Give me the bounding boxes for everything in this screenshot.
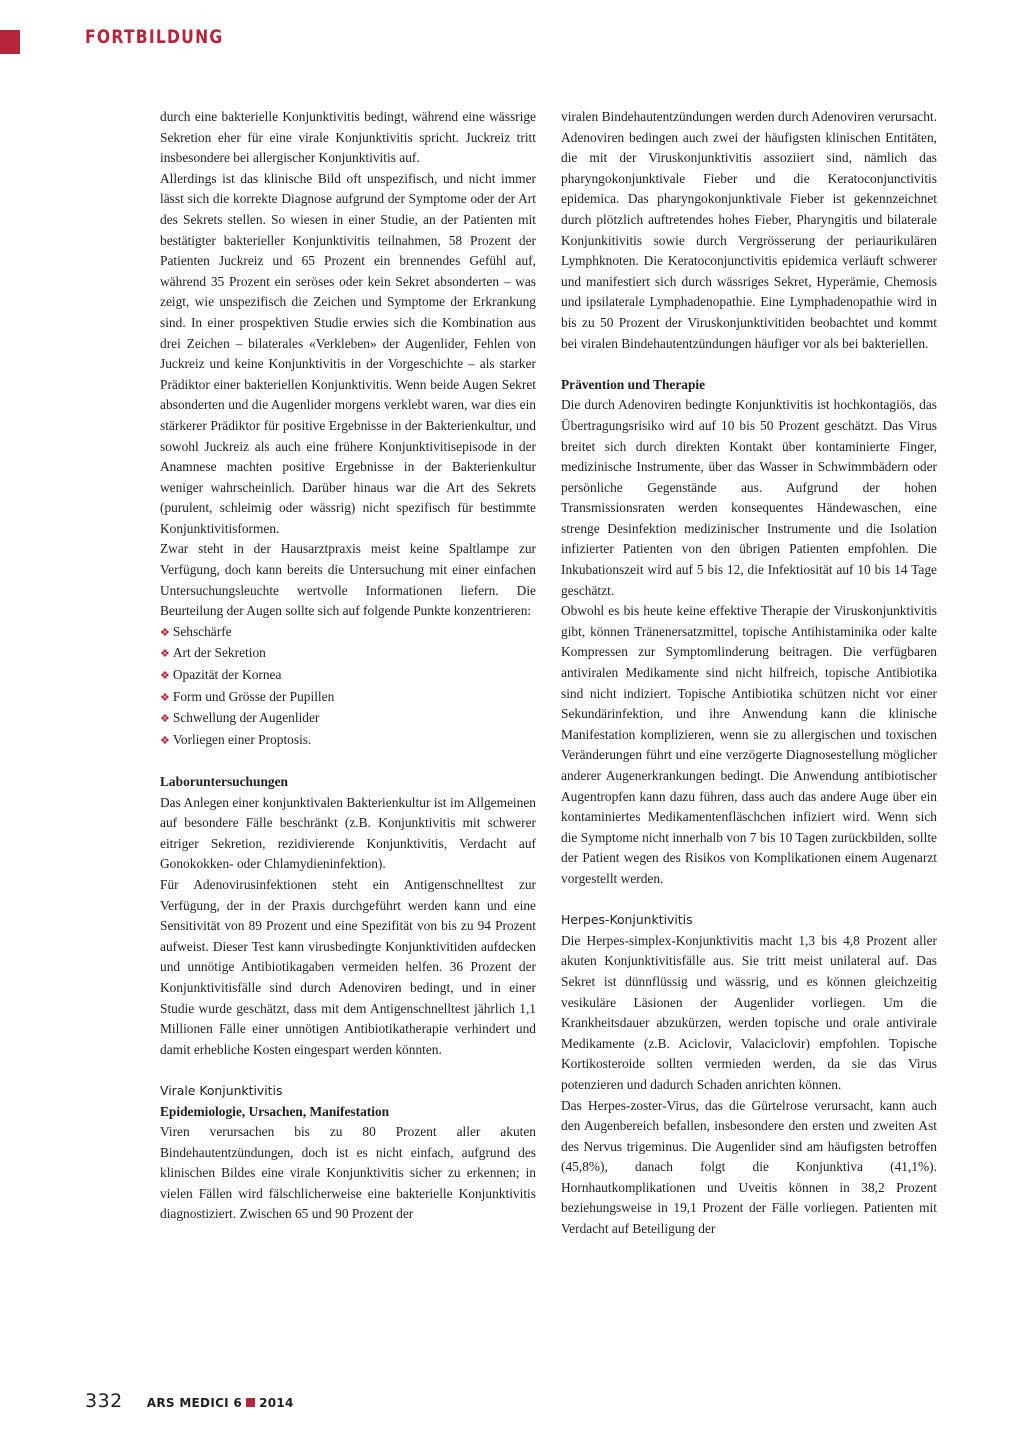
paragraph: viralen Bindehautentzündungen werden durch Adenoviren verursacht. Adenoviren bedingen auch zwei der häufigsten klinischen Entitäten, die mit der Viruskonjunktivitis assoziiert sind, nämlich das pharyngokonjunktivale Fieber und die Keratoconjunctivitis epidemica. Das pharyngokonjunktivale Fieber ist gekennzeichnet durch plötzlich auftretendes hohes Fieber, Pharyngitis und bilaterale Konjunkitivitis sowie durch Vergrösserung der periaurikulären Lymphknoten. Die Keratoconjunctivitis epidemica verläuft schwerer und manifestiert sich durch wässriges Sekret, Hyperämie, Chemosis und ipsilaterale Lymphadenopathie. Eine Lymphadenopathie wird in bis zu 50 Prozent der Viruskonjunktivitiden beobachtet und kommt bei viralen Bindehautentzündungen häufiger vor als bei bakteriellen. (561, 109, 937, 351)
assessment-list (160, 622, 536, 752)
diamond-bullet-icon: ❖ (160, 713, 170, 726)
paragraph: Obwohl es bis heute keine effektive Therapie der Viruskonjunktivitis gibt, können Tränenersatzmittel, topische Antihistaminika oder kalte Kompressen zur Symptomlinderung beitragen. Die verfügbaren antiviralen Medikamente sind nicht hilfreich, topische Antibiotika sind nicht indiziert. Topische Antibiotika schützen nicht vor einer Sekundärinfektion, und ihre Anwendung kann die klinische Manifestation komplizieren, wenn sie zu allergischen und toxischen Veränderungen führt und eine verzögerte Diagnosestellung möglicher anderer Augenerkrankungen bedingt. Die Anwendung antibiotischer Augentropfen kann dazu führen, dass auch das andere Auge über ein kontaminiertes Medikamentenfläschchen infiziert wird. Wenn sich die Symptome nicht innerhalb von 7 bis 10 Tagen zurückbilden, sollte der Patient wegen des Risikos von Komplikationen einem Augenarzt vorgestellt werden. (561, 603, 937, 886)
paragraph: durch eine bakterielle Konjunktivitis bedingt, während eine wässrige Sekretion eher für eine virale Konjunktivitis spricht. Juckreiz tritt insbesondere bei allergischer Konjunktivitis auf. (160, 109, 536, 166)
paragraph: Für Adenovirusinfektionen steht ein Antigenschnelltest zur Verfügung, der in der Praxis durchgeführt werden kann und eine Sensitivität von 89 Prozent und eine Spezifität von bis zu 94 Prozent aufweist. Dieser Test kann virusbedingte Konjunktivitiden aufdecken und unnötige Antibiotikagaben vermeiden helfen. 36 Prozent der Konjunktivitisfälle sind durch Adenoviren bedingt, und in einer Studie wurde geschätzt, dass mit dem Antigenschnelltest jährlich 1,1 Millionen Fälle einer unnötigen Antibiotikatherapie verhindert und damit erhebliche Kosten eingespart werden könnten. (160, 876, 536, 1057)
paragraph: Das Anlegen einer konjunktivalen Bakterienkultur ist im Allgemeinen auf besondere Fälle beschränkt (z.B. Konjunktivitis mit schwerer eitriger Sekretion, rezidivierende Konjunktivitis, Verdacht auf Gonokokken- oder Chlamydieninfektion). (160, 794, 536, 872)
list-item: ❖ Form und Grösse der Pupillen (160, 688, 335, 704)
heading-laboruntersuchungen: Laboruntersuchungen (160, 774, 288, 789)
list-item: ❖ Schwellung der Augenlider (160, 710, 320, 726)
diamond-bullet-icon: ❖ (160, 691, 170, 704)
heading-praevention-therapie: Prävention und Therapie (561, 376, 706, 392)
header-accent-bar (0, 30, 20, 54)
right-column (561, 107, 937, 1240)
paragraph: Die Herpes-simplex-Konjunktivitis macht 1,3 bis 4,8 Prozent aller akuten Konjunktivitisfälle aus. Sie tritt meist unilateral auf. Das Sekret ist dünnflüssig und wässrig, und es können gleichzeitig vesikuläre Läsionen der Augenlider vorliegen. Um die Krankheitsdauer abzukürzen, werden topische und orale antivirale Medikamente (z.B. Aciclovir, Valaciclovir) empfohlen. Topische Kortikosteroide sollten vermieden werden, da sie das Virus potenzieren und dadurch Schaden anrichten können. (561, 932, 937, 1092)
diamond-bullet-icon: ❖ (160, 670, 170, 683)
heading-epidemiologie: Epidemiologie, Ursachen, Manifestation (160, 1103, 390, 1119)
diamond-bullet-icon: ❖ (160, 626, 170, 639)
journal-name: ARS MEDICI 6 2014 (146, 1396, 294, 1410)
paragraph: Das Herpes-zoster-Virus, das die Gürtelrose verursacht, kann auch den Augenbereich befallen, insbesondere den ersten und zweiten Ast des Nervus trigeminus. Die Augenlider sind am häufigsten betroffen (45,8%), danach folgt die Konjunktiva (41,1%). Hornhautkomplikationen und Uveitis können in 38,2 Prozent beziehungsweise in 19,1 Prozent der Fälle vorliegen. Patienten mit Verdacht auf Beteiligung der (561, 1097, 937, 1237)
diamond-bullet-icon: ❖ (160, 648, 170, 661)
paragraph: Allerdings ist das klinische Bild oft unspezifisch, und nicht immer lässt sich die korrekte Diagnose aufgrund der Symptome oder der Art des Sekrets stellen. So wiesen in einer Studie, an der Patienten mit bestätigter bakterieller Konjunktivitis teilnahmen, 58 Prozent der Patienten Juckreiz und 65 Prozent ein brennendes Gefühl auf, während 35 Prozent ein seröses oder kein Sekret absonderten – was zeigt, wie unspezifisch die Zeichen und Symptome der Erkrankung sind. In einer prospektiven Studie erwies sich die Kombination aus drei Zeichen – bilaterales «Verkleben» der Augenlider, Fehlen von Juckreiz und keine Konjunktivitis in der Vorgeschichte – als starker Prädiktor einer bakteriellen Konjunktivitis. Wenn beide Augen Sekret absonderten und die Augenlider morgens verklebt waren, war dies ein stärkerer Prädiktor für positive Ergebnisse in der Bakterienkultur, und sowohl Juckreiz als auch eine frühere Konjunktivitisepisode in der Anamnese machten positive Ergebnisse in der Bakterienkultur weniger wahrscheinlich. Darüber hinaus war die Art des Sekrets (purulent, schleimig oder wässrig) nicht spezifisch für bestimmte Konjunktivitisformen. (160, 170, 536, 536)
diamond-bullet-icon: ❖ (160, 734, 170, 747)
page-footer (85, 1390, 294, 1412)
paragraph: Die durch Adenoviren bedingte Konjunktivitis ist hochkontagiös, das Übertragungsrisiko wird auf 10 bis 50 Prozent geschätzt. Das Virus breitet sich durch direkten Kontakt über kontaminierte Finger, medizinische Instrumente, über das Wasser in Schwimmbädern oder persönliche Gegenstände aus. Aufgrund der hohen Transmissionsraten werden konsequentes Händewaschen, eine strenge Desinfektion medizinischer Instrumente und die Isolation infizierter Patienten von den übrigen Patienten empfohlen. Die Inkubationszeit wird auf 5 bis 12, die Infektiosität auf 10 bis 14 Tage geschätzt. (561, 397, 937, 598)
list-item: ❖ Opazität der Kornea (160, 667, 282, 683)
heading-virale-konjunktivitis: Virale Konjunktivitis (160, 1082, 283, 1098)
list-item: ❖ Vorliegen einer Proptosis. (160, 731, 312, 747)
paragraph: Zwar steht in der Hausarztpraxis meist keine Spaltlampe zur Verfügung, doch kann bereits die Untersuchung mit einer einfachen Untersuchungsleuchte wertvolle Informationen liefern. Die Beurteilung der Augen sollte sich auf folgende Punkte konzentrieren: (160, 541, 536, 619)
list-item: ❖ Art der Sekretion (160, 645, 266, 661)
paragraph: Viren verursachen bis zu 80 Prozent aller akuten Bindehautentzündungen, doch ist es nicht einfach, aufgrund des klinischen Bildes eine virale Konjunktivitis sicher zu erkennen; in vielen Fällen wird fälschlicherweise eine bakterielle Konjunktivitis diagnostiziert. Zwischen 65 und 90 Prozent der (160, 1124, 536, 1222)
left-column (160, 107, 536, 1225)
square-separator-icon (246, 1398, 255, 1407)
page-number: 332 (85, 1390, 123, 1412)
section-label: FORTBILDUNG (85, 26, 224, 48)
heading-herpes-konjunktivitis: Herpes-Konjunktivitis (561, 912, 693, 928)
list-item: ❖ Sehschärfe (160, 623, 232, 639)
